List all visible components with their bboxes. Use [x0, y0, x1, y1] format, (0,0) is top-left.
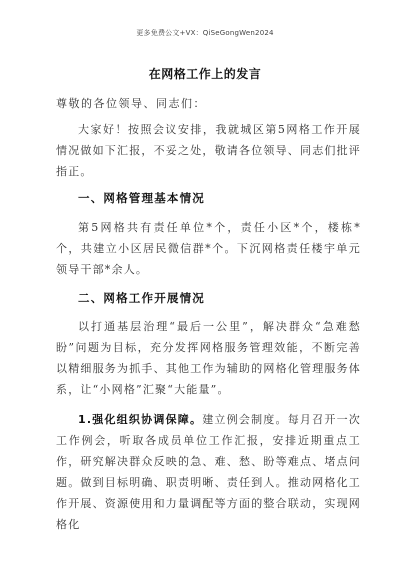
- section2-paragraph: 以打通基层治理“最后一公里”，解决群众“急难愁盼”问题为目标，充分发挥网格服务管理效能，不断完善以精细服务为抓手、其他工作为辅助的网格化管理服务体系，让“小网格”汇聚“大能量”。: [56, 320, 361, 396]
- intro-paragraph: 大家好！按照会议安排，我就城区第5网格工作开展情况做如下汇报，不妥之处，敬请各位领导、同志们批评指正。: [56, 123, 361, 178]
- item1-paragraph: [56, 409, 361, 535]
- section1-paragraph: 第5网格共有责任单位*个，责任小区*个，楼栋*个，共建立小区居民微信群*个。下沉网格责任楼宇单元领导干部*余人。: [56, 221, 361, 276]
- section-heading-work-progress: 二、网格工作开展情况: [78, 291, 205, 305]
- salutation: 尊敬的各位领导、同志们：: [56, 97, 206, 110]
- item1-text: 建立例会制度。每月召开一次工作例会，听取各成员单位工作汇报，安排近期重点工作，研究解决群众反映的急、难、愁、盼等难点、堵点问题。做到目标明确、职责明晰、责任到人。推动网格化工作开展、资源使用和力量调配等方面的整合联动，实现网格化: [56, 413, 361, 531]
- document-title: 在网格工作上的发言: [148, 67, 262, 81]
- page-header-note: 更多免费公文+VX：QiSeGongWen2024: [136, 29, 274, 37]
- section-heading-basic-situation: 一、网格管理基本情况: [78, 191, 205, 205]
- item1-lead: 1.强化组织协调保障。: [78, 413, 203, 426]
